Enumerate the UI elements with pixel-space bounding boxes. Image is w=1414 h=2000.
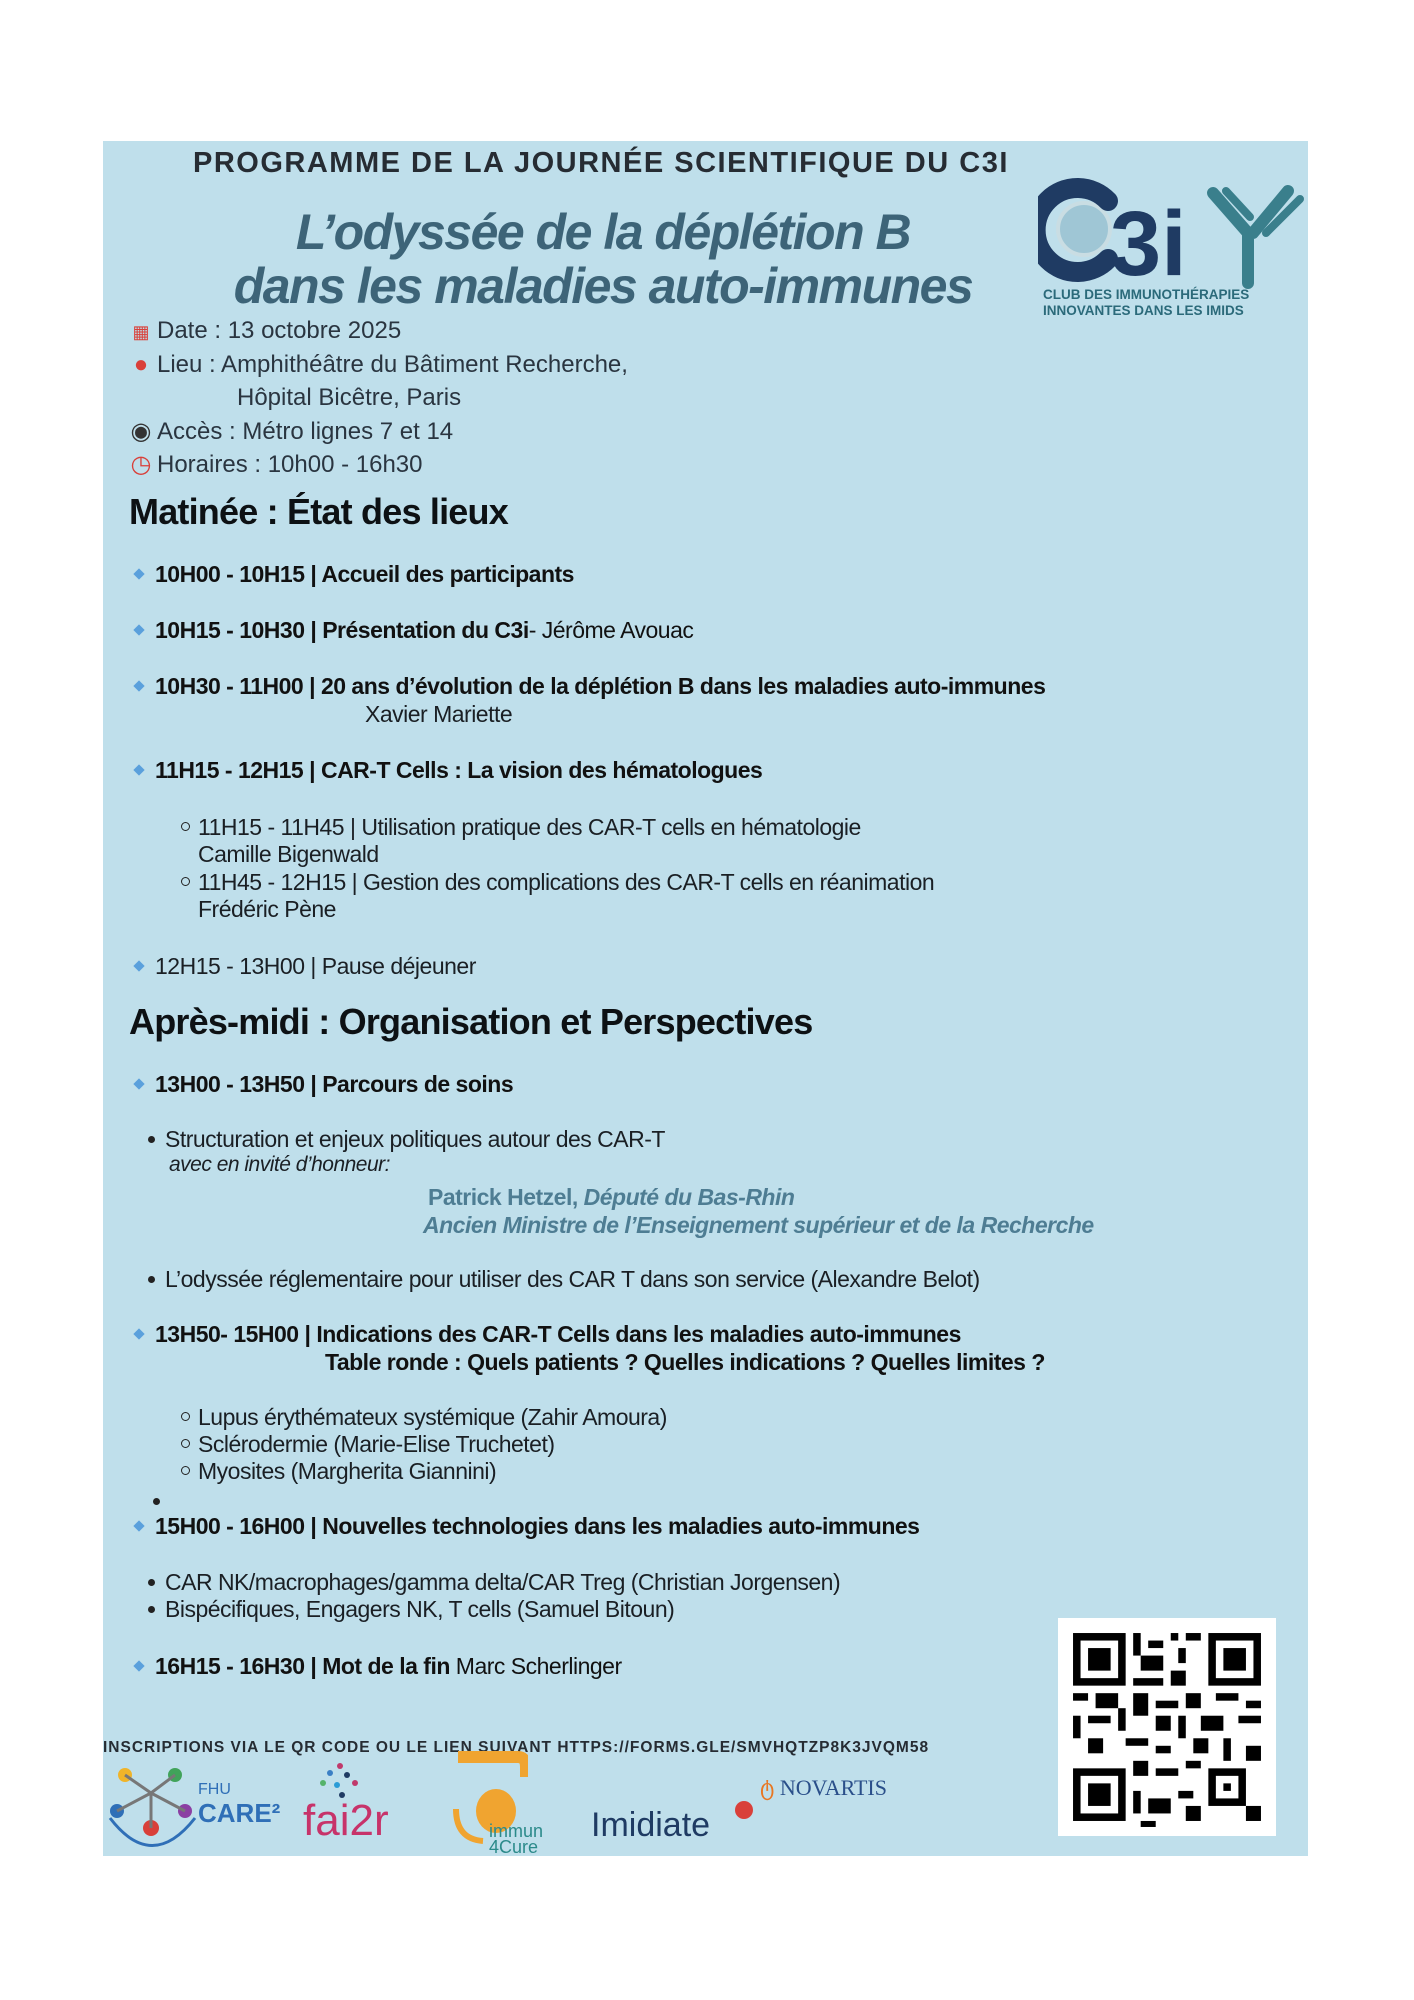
- empty-bullet: [153, 1496, 170, 1514]
- sub-item: [181, 869, 934, 896]
- item-speaker: Marc Scherlinger: [449, 1653, 622, 1679]
- item-title: Présentation du C3i: [316, 617, 529, 643]
- imidiate-logo: Imidiate: [591, 1806, 711, 1844]
- horaires-text: Horaires : 10h00 - 16h30: [157, 451, 423, 478]
- immun-text: immun: [489, 1821, 544, 1841]
- fai2r-logo: fai2r: [303, 1796, 389, 1845]
- lieu-text: Lieu : Amphithéâtre du Bâtiment Recherche,: [157, 351, 628, 378]
- clock-icon: ◷: [130, 451, 152, 478]
- bullet-text: Bispécifiques, Engagers NK, T cells (Samuel Bitoun): [165, 1596, 675, 1622]
- item-time: 13H00 - 13H50 |: [155, 1071, 317, 1097]
- bullet-text: Structuration et enjeux politiques autour des CAR-T: [165, 1126, 665, 1152]
- care2-logo-icon: [105, 1763, 200, 1855]
- item-time: 16H15 - 16H30 |: [155, 1653, 317, 1679]
- agenda-item: [133, 1321, 961, 1348]
- c3i-logo-subtitle: [1043, 287, 1293, 319]
- programme-header: PROGRAMME DE LA JOURNÉE SCIENTIFIQUE DU C3I: [193, 147, 1009, 179]
- qr-code-icon: [1058, 1618, 1276, 1836]
- diamond-bullet-icon: [133, 1660, 144, 1671]
- diamond-bullet-icon: [133, 1328, 144, 1339]
- title-line-2: dans les maladies auto-immunes: [233, 258, 973, 314]
- care2-logo-label-2: CARE²: [198, 1798, 281, 1828]
- diamond-bullet-icon: [133, 1078, 144, 1089]
- diamond-bullet-icon: [133, 680, 144, 691]
- bullet-item: [148, 1569, 840, 1596]
- diamond-bullet-icon: [133, 624, 144, 635]
- title-line-1: L’odyssée de la déplétion B: [295, 204, 911, 260]
- circle-bullet-icon: [181, 1439, 190, 1448]
- info-lieu: [129, 351, 628, 379]
- item-time: 12H15 - 13H00 | Pause déjeuner: [155, 953, 476, 979]
- date-text: Date : 13 octobre 2025: [157, 317, 402, 344]
- item-time: 11H15 - 12H15 |: [155, 757, 316, 783]
- novartis-logo: [760, 1775, 887, 1801]
- item-title: Indications des CAR-T Cells dans les maladies auto-immunes: [310, 1321, 961, 1347]
- logo-sub-line-1: CLUB DES IMMUNOTHÉRAPIES: [1043, 287, 1250, 302]
- bullet-item: [148, 1266, 980, 1293]
- item-time: 10H00 - 10H15 |: [155, 561, 317, 587]
- item-title: Parcours de soins: [316, 1071, 514, 1097]
- item-time: 15H00 - 16H00 |: [155, 1513, 317, 1539]
- sub-item-text: Sclérodermie (Marie-Elise Truchetet): [198, 1431, 555, 1457]
- 4cure-text: 4Cure: [489, 1837, 539, 1856]
- info-horaires: [129, 450, 423, 479]
- event-title: [163, 205, 1043, 313]
- bullet-text: CAR NK/macrophages/gamma delta/CAR Treg (Christian Jorgensen): [165, 1569, 841, 1595]
- info-acces: [129, 417, 453, 446]
- morning-heading: Matinée : État des lieux: [129, 491, 508, 532]
- sub-item-speaker: Frédéric Pène: [198, 896, 336, 922]
- care2-logo-label-1: FHU: [198, 1781, 231, 1798]
- imidiate-badge-icon: [735, 1801, 753, 1819]
- dot-bullet-icon: [148, 1136, 155, 1143]
- novartis-flame-icon: ტ: [760, 1775, 780, 1800]
- circle-bullet-icon: [181, 877, 190, 886]
- guest-line-2: Ancien Ministre de l’Enseignement supérieur et de la Recherche: [423, 1212, 1094, 1238]
- agenda-item: [133, 673, 1045, 700]
- guest-role: Député du Bas-Rhin: [577, 1184, 795, 1210]
- afternoon-heading: Après-midi : Organisation et Perspectives: [129, 1001, 813, 1042]
- sub-item: [181, 1458, 496, 1485]
- sub-item-text: Lupus érythémateux systémique (Zahir Amoura): [198, 1404, 667, 1430]
- pin-icon: ●: [133, 351, 149, 378]
- sub-item-text: Myosites (Margherita Giannini): [198, 1458, 497, 1484]
- agenda-item: [133, 1071, 513, 1098]
- novartis-text: NOVARTIS: [779, 1775, 887, 1800]
- roundtable-title: Table ronde : Quels patients ? Quelles indications ? Quelles limites ?: [325, 1349, 1045, 1375]
- circle-bullet-icon: [181, 822, 190, 831]
- sub-item-text: 11H45 - 12H15 | Gestion des complications des CAR-T cells en réanimation: [198, 869, 935, 895]
- registration-link[interactable]: INSCRIPTIONS VIA LE QR CODE OU LE LIEN SUIVANT HTTPS://FORMS.GLE/SMVHQTZP8K3JVQM58: [103, 1739, 930, 1756]
- fai2r-dots-icon: [315, 1761, 365, 1801]
- guest-name: Patrick Hetzel,: [428, 1184, 578, 1210]
- item-title: Nouvelles technologies dans les maladies auto-immunes: [316, 1513, 920, 1539]
- item-title: Mot de la fin: [316, 1653, 450, 1679]
- info-date: [129, 317, 401, 345]
- item-time: 10H15 - 10H30 |: [155, 617, 317, 643]
- svg-text:3i: 3i: [1110, 193, 1187, 295]
- sub-item-speaker: Camille Bigenwald: [198, 841, 379, 867]
- agenda-item: [133, 1513, 919, 1540]
- bullet-item: [148, 1126, 665, 1153]
- diamond-bullet-icon: [133, 764, 144, 775]
- diamond-bullet-icon: [133, 960, 144, 971]
- diamond-bullet-icon: [133, 1520, 144, 1531]
- item-title: CAR-T Cells : La vision des hématologues: [315, 757, 763, 783]
- dot-bullet-icon: [153, 1498, 160, 1505]
- item-time: 13H50- 15H00 |: [155, 1321, 311, 1347]
- circle-bullet-icon: [181, 1412, 190, 1421]
- agenda-item: [133, 953, 476, 980]
- info-lieu-2: Hôpital Bicêtre, Paris: [237, 384, 462, 411]
- item-speaker: - Jérôme Avouac: [528, 617, 694, 643]
- dot-bullet-icon: [148, 1606, 155, 1613]
- acces-text: Accès : Métro lignes 7 et 14: [157, 418, 454, 445]
- item-time: 10H30 - 11H00 |: [155, 673, 316, 699]
- item-title: 20 ans d’évolution de la déplétion B dans les maladies auto-immunes: [315, 673, 1046, 699]
- guest-line-1: [428, 1184, 794, 1211]
- sub-item: [181, 1404, 667, 1431]
- bullet-text: L’odyssée réglementaire pour utiliser des CAR T dans son service (Alexandre Belot): [165, 1266, 980, 1292]
- bullet-item: [148, 1596, 674, 1623]
- sub-item: [181, 814, 861, 841]
- agenda-item: [133, 1653, 622, 1680]
- poster: [103, 141, 1308, 1856]
- sub-item-text: 11H15 - 11H45 | Utilisation pratique des CAR-T cells en hématologie: [198, 814, 861, 840]
- agenda-item: [133, 561, 574, 588]
- logo-sub-line-2: INNOVANTES DANS LES IMIDS: [1043, 303, 1244, 318]
- dot-bullet-icon: [148, 1579, 155, 1586]
- sub-item: [181, 1431, 555, 1458]
- circle-bullet-icon: [181, 1466, 190, 1475]
- guest-intro: avec en invité d’honneur:: [169, 1153, 390, 1176]
- dot-bullet-icon: [148, 1276, 155, 1283]
- immun4cure-label: [489, 1823, 543, 1855]
- item-speaker: Xavier Mariette: [365, 701, 513, 727]
- qr-code[interactable]: [1058, 1618, 1276, 1836]
- diamond-bullet-icon: [133, 568, 144, 579]
- agenda-item: [133, 757, 762, 784]
- calendar-icon: ▦: [132, 322, 150, 342]
- item-title: Accueil des participants: [316, 561, 574, 587]
- metro-icon: ◉: [130, 418, 152, 445]
- agenda-item: [133, 617, 693, 644]
